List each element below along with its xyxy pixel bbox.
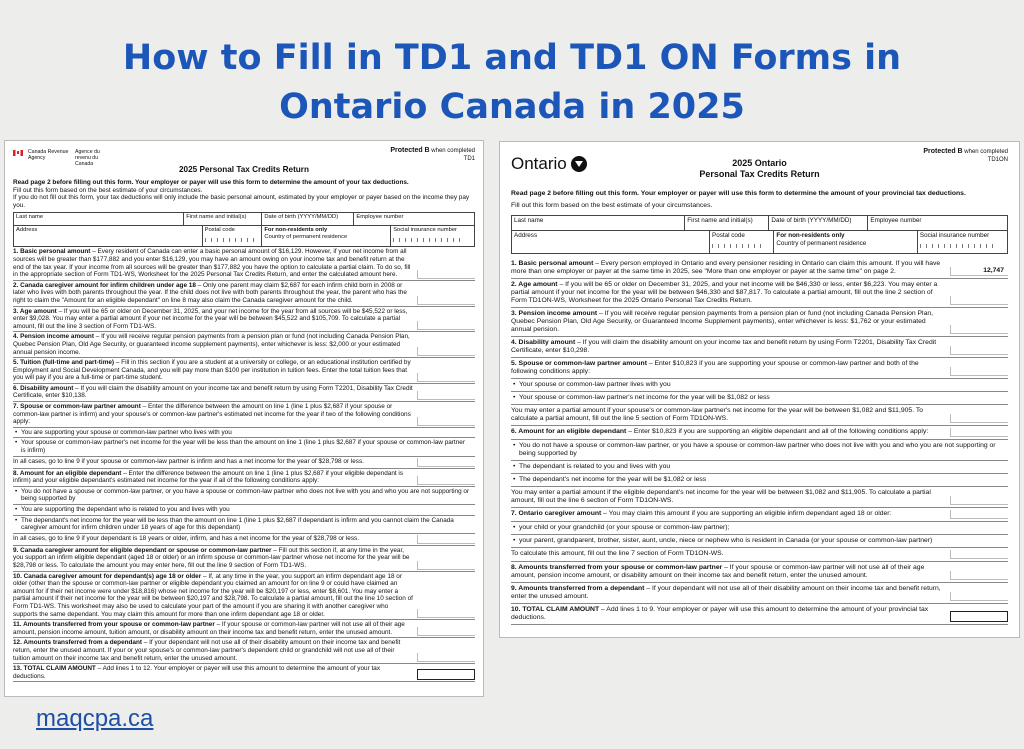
- claim-line-body: – Only one parent may claim $2,687 for each infirm child born in 2008 or later who lives with both parents throughout the year. If the child does not live with both parents throughout the year, the parent who has the right to claim the "Amount for an eligible dependant" on line 8 may also claim the Canada caregiver amount for the child.: [13, 281, 407, 304]
- claim-line: [511, 258, 1008, 279]
- claim-line-heading: 6. Amount for an eligible dependant: [511, 428, 627, 435]
- claim-line-body: – Enter the difference between the amount on line 1 (line 1 plus $2,687 if your spouse or common-law partner is infirm) and your spouse's or common-law partner's estimated net income for the year if two of the following conditions apply:: [13, 403, 411, 426]
- postal-code-label: Postal code: [204, 227, 235, 234]
- total-claim-amount-field[interactable]: [417, 669, 475, 680]
- claim-amount-field[interactable]: [950, 550, 1008, 559]
- sin-label: Social insurance number: [393, 227, 457, 234]
- claim-line-body: – If you will receive regular pension payments from a pension plan or fund (not including Canada Pension Plan, Quebec Pension Plan, Old Age Security, or guaranteed income supplement payments), enter whichever is less: $2,000 or your estimated annual pension income.: [13, 333, 410, 356]
- claim-line-body: Your spouse or common-law partner lives with you: [519, 381, 671, 388]
- claim-line-heading: 1. Basic personal amount: [13, 248, 91, 256]
- claim-line-body: Your spouse or common-law partner's net income for the year will be $1,082 or less: [519, 394, 770, 401]
- td1-postal-code-field[interactable]: [203, 226, 263, 246]
- claim-line: [13, 247, 475, 280]
- claim-line-body: – Every resident of Canada can enter a basic personal amount of $16,129. However, if your net income from all sources will be greater than $177,882 and you enter $16,129, you may have an amount owing on your income tax and benefit return at the end of the tax year. If your income from all sources will be greater than $177,882 you have the option to calculate a partial claim. To do so, fill in the appropriate section of Form TD1-WS, Worksheet for the 2025 Personal Tax Credits Return, and enter the calculated amount here.: [13, 248, 411, 279]
- claim-line: [511, 426, 1008, 440]
- claim-line: [13, 358, 475, 384]
- claim-line-text: [13, 573, 417, 619]
- claim-line-text: [13, 282, 417, 305]
- claim-line: [13, 516, 475, 534]
- td1-header: [13, 147, 475, 177]
- claim-line-text: [511, 489, 950, 505]
- claim-amount-field[interactable]: [417, 458, 475, 467]
- td1-intro-1: Read page 2 before filling out this form. Your employer or payer will use this form to determine the amount of your tax deductions.: [13, 179, 409, 186]
- claim-line: [511, 522, 1008, 535]
- claim-line-heading: 3. Pension income amount: [511, 310, 598, 317]
- claim-amount-field[interactable]: [417, 627, 475, 636]
- td1-first-name-field[interactable]: First name and initial(s): [184, 213, 262, 225]
- claim-line-body: The dependant's net income for the year will be $1,082 or less: [519, 476, 707, 483]
- claim-line-text: [13, 639, 417, 662]
- td1on-protected: [923, 148, 1008, 164]
- agency-fr: Agence du revenu du Canada: [75, 149, 100, 167]
- td1on-intro-1: Read page 2 before filling out this form. Your employer or payer will use this form to determine the amount of your provincial tax deductions.: [511, 190, 966, 197]
- claim-line-text: [511, 339, 950, 355]
- claim-line-body: – If you will be 65 or older on December 31, 2025, and your net income for the year from all sources will be $45,522 or less, enter $9,028. You may enter a partial amount if your net income for the year will be between $45,522 and $105,709. To calculate a partial amount, fill out the line 3 section of Form TD1-WS.: [13, 307, 408, 330]
- claim-line-body: – Enter $10,823 if you are supporting an eligible dependant and all of the following conditions apply:: [626, 428, 929, 435]
- claim-amount-field[interactable]: [417, 270, 475, 279]
- claim-line-body: – Enter the difference between the amount on line 1 (line 1 plus $2,687 if your eligible dependant is infirm) and your eligible dependant's estimated net income for the year if all of the following conditions apply:: [13, 469, 404, 485]
- td1on-country-field[interactable]: [774, 231, 918, 253]
- claim-amount-field[interactable]: [950, 346, 1008, 355]
- claim-line-heading: 4. Disability amount: [511, 339, 576, 346]
- claim-amount-field[interactable]: [417, 609, 475, 618]
- claim-line-body: – If, at any time in the year, you support an infirm dependant age 18 or older (other than the spouse or common-law partner or eligible dependant you claimed an amount for on line 9 or could have claimed an amount for if their net income were under $18,816) whose net income for the year will be $20,197 or less, enter $8,601. You may enter a partial amount if their net income for the year will be between $20,197 and $28,798. To calculate a partial amount, fill out the line 10 section of Form TD1-WS. This worksheet may also be used to calculate your part of the amount if you are sharing it with another caregiver who supports the same dependant. You may claim this amount for more than one infirm dependant age 18 or older.: [13, 572, 413, 618]
- claim-line-body: – Fill in this section if you are a student at a university or college, or an educational institution certified by Employment and Social Development Canada, and you will pay more than $100 per institution in tuition fees. Enter the total tuition fees that you will pay if you are a full-time or part-time student.: [13, 359, 411, 382]
- claim-line-body: – If you will receive regular pension payments from a pension plan or fund (not including Canada Pension Plan, Quebec Pension Plan, Old Age Security, or Guaranteed Income Supplement payments), enter whichever is less: $1,762 or your estimated annual pension.: [511, 310, 934, 333]
- non-residents-label: For non-residents only: [776, 232, 845, 239]
- claim-line-heading: 11. Amounts transferred from your spouse or common-law partner: [13, 621, 215, 629]
- maqcpa-site-link[interactable]: maqcpa.ca: [36, 705, 154, 732]
- claim-line-body: your child or your grandchild (or your spouse or common-law partner);: [519, 524, 730, 531]
- claim-line-body: You do not have a spouse or common-law partner, or you have a spouse or common-law partner who does not live with you and who you are not supporting or being supported by: [519, 442, 996, 457]
- claim-line-text: [511, 537, 1008, 545]
- claim-line-text: [13, 385, 417, 400]
- claim-line-heading: 8. Amount for an eligible dependant: [13, 469, 122, 477]
- claim-line-text: [511, 564, 950, 580]
- claim-amount-field[interactable]: [950, 571, 1008, 580]
- claim-line-text: [13, 458, 417, 467]
- claim-line-body: – Add lines 1 to 9. Your employer or payer will use this amount to determine the amount of your provincial tax deductions.: [511, 606, 929, 621]
- total-claim-amount-field[interactable]: [950, 611, 1008, 622]
- claim-line-text: [13, 535, 417, 544]
- claim-line-text: [13, 470, 417, 485]
- claim-line-heading: 9. Canada caregiver amount for eligible dependant or spouse or common-law partner: [13, 546, 272, 554]
- protected-label: Protected B: [923, 148, 963, 155]
- claim-line-text: [511, 310, 950, 334]
- postal-code-label: Postal code: [712, 232, 745, 239]
- claim-amount-field[interactable]: [950, 592, 1008, 601]
- claim-line: [13, 664, 475, 682]
- claim-line-text: [13, 665, 417, 680]
- td1on-header: [511, 148, 1008, 184]
- td1on-sin-field[interactable]: [918, 231, 1007, 253]
- claim-line: [511, 405, 1008, 426]
- td1on-address-field[interactable]: Address: [512, 231, 710, 253]
- claim-line: [511, 279, 1008, 308]
- claim-line-text: [13, 333, 417, 356]
- td1-sin-field[interactable]: [391, 226, 474, 246]
- claim-line-text: [511, 381, 1008, 389]
- td1-intro: [13, 179, 475, 209]
- claim-amount-field[interactable]: [417, 391, 475, 400]
- ontario-wordmark-text: Ontario: [511, 154, 567, 173]
- claim-line: [511, 535, 1008, 548]
- claim-line-text: [511, 360, 950, 376]
- claim-line-heading: 7. Ontario caregiver amount: [511, 510, 602, 517]
- td1-dob-field[interactable]: Date of birth (YYYY/MM/DD): [262, 213, 354, 225]
- claim-line: [13, 332, 475, 358]
- claim-line-heading: 3. Age amount: [13, 307, 57, 315]
- claim-amount-field[interactable]: [417, 653, 475, 662]
- claim-line: [13, 281, 475, 307]
- claim-line-heading: 2. Age amount: [511, 281, 558, 288]
- claim-amount-field[interactable]: [417, 561, 475, 570]
- claim-line-body: – If your spouse or common-law partner will not use all of their age amount, pension income amount, tuition amount, or disability amount on their income tax and benefit return, enter the unused amount.: [13, 621, 405, 636]
- claim-amount-field[interactable]: [950, 414, 1008, 423]
- claim-line-body: You do not have a spouse or common-law partner, or you have a spouse or common-law partner who does not live with you and who you are not supporting or being supported by: [21, 487, 470, 503]
- claim-line: [511, 474, 1008, 487]
- td1on-last-name-field[interactable]: Last name: [512, 216, 685, 230]
- claim-line: [13, 505, 475, 516]
- td1on-first-name-field[interactable]: First name and initial(s): [685, 216, 769, 230]
- claim-line-text: [13, 359, 417, 382]
- td1-last-name-field[interactable]: Last name: [14, 213, 184, 225]
- claim-line-text: [511, 407, 950, 423]
- claim-line-text: [13, 248, 417, 278]
- claim-line-heading: 7. Spouse or common-law partner amount: [13, 403, 141, 411]
- claim-line: [13, 534, 475, 546]
- claim-line: [511, 379, 1008, 392]
- claim-line: [13, 402, 475, 428]
- td1-protected: [390, 147, 475, 163]
- claim-line-body: – If your dependant will not use all of their disability amount on their income tax and benefit return, enter the unused amount. If your or your spouse's or common-law partner's dependent child or grandchild will not use all of their tuition amount on their income tax and benefit return, enter the unused amount.: [13, 639, 401, 662]
- claim-line-body: – Fill out this section if, at any time in the year, you support an infirm eligible dependant (aged 18 or older) or an infirm spouse or common-law partner whose net income for the year will be $28,798 or less. To calculate the amount you may enter here, fill out the line 9 section of Form TD1-WS.: [13, 546, 410, 569]
- claim-line-text: [13, 506, 475, 514]
- td1on-dob-field[interactable]: Date of birth (YYYY/MM/DD): [769, 216, 868, 230]
- claim-line: [511, 461, 1008, 474]
- claim-line: [13, 428, 475, 439]
- claim-line-heading: 9. Amounts transferred from a dependant: [511, 585, 645, 592]
- claim-line: [13, 457, 475, 469]
- claim-line: [13, 384, 475, 402]
- td1on-identity-grid: [511, 215, 1008, 254]
- sin-label: Social insurance number: [919, 232, 990, 239]
- claim-line-body: – You may claim this amount if you are supporting an eligible infirm dependant aged 18 or older:: [601, 510, 892, 517]
- td1-claim-lines: [13, 247, 475, 682]
- claim-line: [13, 546, 475, 572]
- td1on-title-line-1: 2025 Ontario: [732, 158, 787, 168]
- protected-note: when completed: [964, 149, 1008, 155]
- country-label: Country of permanent residence: [776, 239, 867, 247]
- headline-line-2: Ontario Canada in 2025: [279, 87, 745, 127]
- claim-line: [13, 307, 475, 333]
- claim-line-body: To calculate this amount, fill out the line 7 section of Form TD1ON-WS.: [511, 550, 724, 557]
- claim-line-body: You may enter a partial amount if the eligible dependant's net income for the year will be between $1,082 and $11,905. To calculate a partial amount, fill out the line 6 section of Form TD1ON-WS.: [511, 489, 931, 504]
- claim-amount-field[interactable]: [417, 296, 475, 305]
- claim-line: [511, 548, 1008, 562]
- td1-employee-number-field[interactable]: Employee number: [356, 214, 404, 221]
- claim-line-text: [511, 476, 1008, 484]
- claim-line-text: [13, 439, 475, 454]
- claim-line-heading: 4. Pension income amount: [13, 333, 94, 341]
- claim-amount-field[interactable]: [950, 496, 1008, 505]
- claim-line-body: – If your dependant will not use all of their disability amount on their income tax and benefit return, enter the unused amount.: [511, 585, 941, 600]
- claim-line-body: The dependant is related to you and lives with you: [519, 463, 671, 470]
- td1-intro-3: If you do not fill out this form, your tax deductions will only include the basic personal amount, estimated by your employer or payer based on the income they pay you.: [13, 194, 470, 209]
- claim-line-text: [13, 517, 475, 532]
- claim-line-body: – If you will be 65 or older on December 31, 2025, and your net income will be $46,330 or less, enter $6,223. You may enter a partial amount if your net income for the year will be between $46,330 and $87,817. To calculate a partial amount, fill out the line 2 section of Form TD1ON-WS, Worksheet for the 2025 Ontario Personal Tax Credits Return.: [511, 281, 938, 304]
- claim-line: [13, 620, 475, 638]
- claim-line-text: [13, 403, 417, 426]
- td1on-form-image: [499, 141, 1020, 638]
- claim-line-body: Your spouse or common-law partner's net income for the year will be less than the amount on line 1 (line 1 plus $2,687 if your spouse or common-law partner is infirm): [21, 439, 465, 455]
- protected-label: Protected B: [390, 147, 430, 154]
- claim-line-body: In all cases, go to line 9 if your dependant is 18 years or older, infirm, and has a net income for the year of $28,798 or less.: [13, 534, 360, 542]
- claim-line-heading: 10. Canada caregiver amount for dependant(s) age 18 or older: [13, 572, 202, 580]
- claim-line-body: – Add lines 1 to 12. Your employer or payer will use this amount to determine the amount of your tax deductions.: [13, 665, 381, 680]
- claim-amount-field[interactable]: [417, 417, 475, 426]
- claim-line-text: [13, 488, 475, 503]
- claim-line: [511, 308, 1008, 337]
- claim-line: [13, 469, 475, 487]
- td1on-employee-number-field[interactable]: Employee number: [870, 217, 922, 224]
- claim-line: [511, 604, 1008, 625]
- claim-line: [511, 487, 1008, 508]
- claim-amount-field[interactable]: [950, 296, 1008, 305]
- td1-country-field[interactable]: [262, 226, 391, 246]
- claim-line-text: [511, 463, 1008, 471]
- claim-line-body: You are supporting your spouse or common-law partner who lives with you: [21, 428, 232, 436]
- claim-line: [511, 392, 1008, 405]
- claim-line-text: [13, 547, 417, 570]
- claim-line-body: – If you will claim the disability amount on your income tax and benefit return by using Form T2201, Disability Tax Credit Certificate, enter $10,138.: [13, 384, 413, 400]
- claim-line-body: In all cases, go to line 9 if your spouse or common-law partner is infirm and has a net income for the year of $28,798 or less.: [13, 457, 364, 465]
- claim-line: [511, 337, 1008, 358]
- claim-line-heading: 2. Canada caregiver amount for infirm children under age 18: [13, 281, 196, 289]
- claim-line-text: [511, 281, 950, 305]
- td1on-postal-code-field[interactable]: [710, 231, 774, 253]
- td1-intro-2: Fill out this form based on the best estimate of your circumstances.: [13, 186, 203, 194]
- claim-line-text: [13, 308, 417, 331]
- claim-line: [13, 487, 475, 505]
- claim-amount-field[interactable]: [950, 325, 1008, 334]
- claim-line: [511, 583, 1008, 604]
- claim-line-body: – Every person employed in Ontario and every pensioner residing in Ontario can claim this amount. If you will have more than one employer or payer at the same time in 2025, see "More than one employer or payer at the same time" on page 2.: [511, 260, 941, 275]
- claim-line-text: [511, 260, 950, 276]
- claim-amount-field[interactable]: [950, 367, 1008, 376]
- claim-amount-field[interactable]: [950, 510, 1008, 519]
- canada-flag-icon: [13, 150, 23, 156]
- claim-line-text: [13, 429, 475, 437]
- claim-line-body: your parent, grandparent, brother, sister, aunt, uncle, niece or nephew who is resident in Canada (or your spouse or common-law partner): [519, 537, 933, 544]
- claim-line-heading: 5. Tuition (full-time and part-time): [13, 359, 115, 367]
- claim-line: [511, 508, 1008, 522]
- claim-line-body: – Enter $10,823 if you are supporting your spouse or common-law partner and both of the following conditions apply:: [511, 360, 919, 375]
- agency-en: Canada Revenue Agency: [28, 149, 69, 161]
- claim-amount-field[interactable]: [417, 347, 475, 356]
- claim-line-heading: 12. Amounts transferred from a dependant: [13, 639, 143, 647]
- td1-identity-grid: [13, 212, 475, 247]
- td1on-code: TD1ON: [987, 157, 1008, 163]
- td1on-intro: [511, 190, 1008, 210]
- claim-line-body: – If your spouse or common-law partner will not use all of their age amount, pension income amount, or disability amount on their income tax and benefit return, enter the unused amount.: [511, 564, 925, 579]
- claim-line: [13, 572, 475, 621]
- claim-line-text: [13, 621, 417, 636]
- claim-line-text: [511, 585, 950, 601]
- claim-line-body: You are supporting the dependant who is related to you and lives with you: [21, 506, 230, 513]
- non-residents-label: For non-residents only: [264, 227, 328, 234]
- claim-amount-field[interactable]: [417, 373, 475, 382]
- claim-line-body: The dependant's net income for the year will be less than the amount on line 1 (line 1 plus $2,687 if dependant is infirm and you cannot claim the Canada caregiver amount for infirm children under 18 years of age for this dependant): [21, 516, 454, 532]
- claim-line: [511, 440, 1008, 461]
- td1on-title-line-2: Personal Tax Credits Return: [699, 169, 820, 179]
- claim-line-text: [511, 394, 1008, 402]
- claim-amount-field[interactable]: [417, 321, 475, 330]
- td1-title: 2025 Personal Tax Credits Return: [179, 165, 309, 174]
- td1-form-image: [4, 140, 484, 697]
- claim-line-heading: 5. Spouse or common-law partner amount: [511, 360, 647, 367]
- claim-line-heading: 13. TOTAL CLAIM AMOUNT: [13, 665, 96, 673]
- claim-amount-field[interactable]: [417, 535, 475, 544]
- td1on-claim-lines: [511, 258, 1008, 625]
- claim-line-text: [511, 428, 950, 437]
- claim-line-heading: 1. Basic personal amount: [511, 260, 594, 267]
- claim-line-body: You may enter a partial amount if your spouse's or common-law partner's net income for the year will be between $1,082 and $11,905. To calculate a partial amount, fill out the line 5 section of Form TD1ON-WS.: [511, 407, 924, 422]
- claim-line: [511, 562, 1008, 583]
- claim-line-text: [511, 524, 1008, 532]
- claim-line: [511, 358, 1008, 379]
- claim-line-heading: 6. Disability amount: [13, 384, 74, 392]
- claim-line-text: [511, 550, 950, 559]
- td1-address-field[interactable]: Address: [14, 226, 203, 246]
- claim-line-text: [511, 606, 950, 622]
- protected-note: when completed: [431, 148, 475, 154]
- claim-line-text: [511, 442, 1008, 458]
- claim-line-body: – If you will claim the disability amount on your income tax and benefit return by using Form T2201, Disability Tax Credit Certificate, enter $10,298.: [511, 339, 937, 354]
- claim-amount-field[interactable]: 12,747: [950, 267, 1008, 276]
- headline-line-1: How to Fill in TD1 and TD1 ON Forms in: [122, 38, 902, 78]
- td1-code: TD1: [463, 156, 475, 162]
- claim-line-heading: 8. Amounts transferred from your spouse or common-law partner: [511, 564, 723, 571]
- td1on-intro-2: Fill out this form based on the best estimate of your circumstances.: [511, 202, 713, 209]
- claim-line-text: [511, 510, 950, 519]
- claim-amount-field[interactable]: [417, 476, 475, 485]
- claim-line: [13, 638, 475, 664]
- claim-line: [13, 438, 475, 456]
- country-label: Country of permanent residence: [264, 234, 348, 241]
- claim-line-heading: 10. TOTAL CLAIM AMOUNT: [511, 606, 600, 613]
- claim-amount-field[interactable]: [950, 428, 1008, 437]
- page-headline: [0, 34, 1024, 132]
